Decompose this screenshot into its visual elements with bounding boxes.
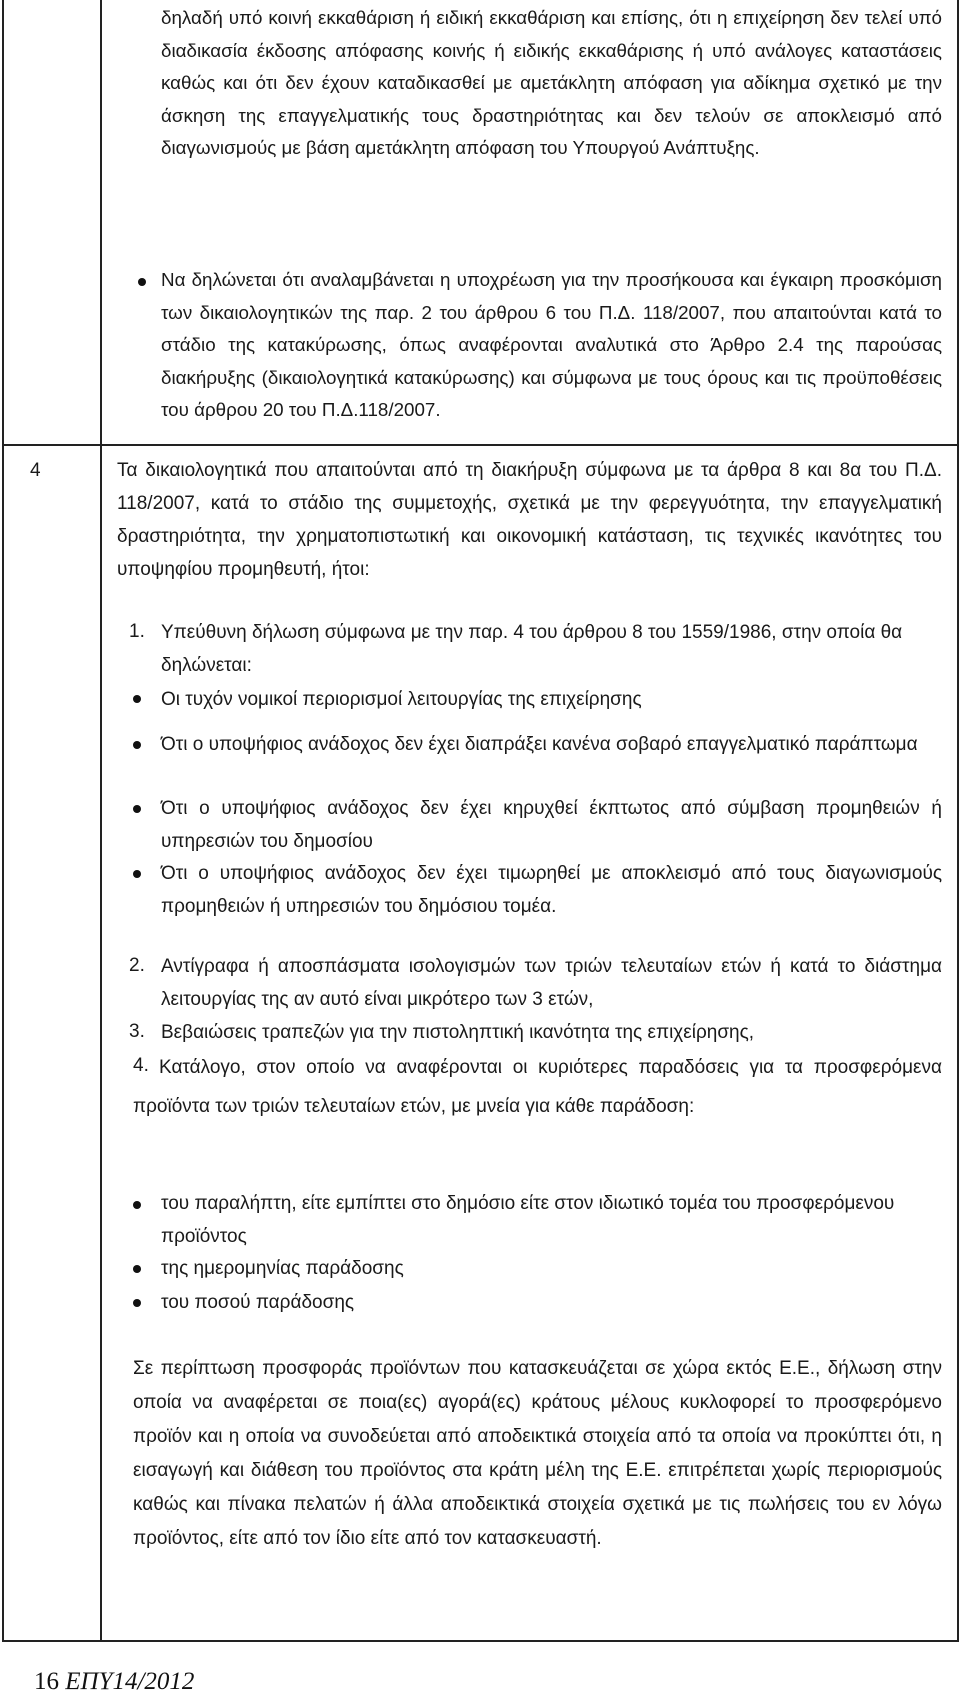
item3-number: 3.	[129, 1021, 145, 1042]
bullet-marker	[133, 1299, 141, 1307]
item1-bullet-2: Ότι ο υποψήφιος ανάδοχος δεν έχει διαπράξει κανένα σοβαρό επαγγελματικό παράπτωμα	[161, 734, 918, 755]
bullet-marker	[133, 695, 141, 703]
table-bottom-border	[2, 1640, 959, 1642]
bullet-marker	[133, 805, 141, 813]
item1-bullet-4: Ότι ο υποψήφιος ανάδοχος δεν έχει τιμωρηθεί με αποκλεισμό από τους διαγωνισμούς προμηθειών ή υπηρεσιών του δημόσιου τομέα.	[161, 863, 942, 917]
row4-number: 4	[30, 460, 41, 481]
document-code: ΕΠΥ14/2012	[65, 1668, 195, 1695]
item2-number: 2.	[129, 955, 145, 976]
table-right-border	[957, 0, 959, 1641]
item4-bullet-3: του ποσού παράδοσης	[161, 1292, 355, 1313]
item4-bullet-1: του παραλήπτη, είτε εμπίπτει στο δημόσιο είτε στον ιδιωτικό τομέα του προσφερόμενου προϊόντος	[161, 1193, 895, 1247]
item3-text: Βεβαιώσεις τραπεζών για την πιστοληπτική ικανότητα της επιχείρησης,	[161, 1022, 755, 1043]
item4-text: Κατάλογο, στον οποίο να αναφέρονται οι κυριότερες παραδόσεις για τα προσφερόμενα προϊόντα των τριών τελευταίων ετών, με μνεία για κάθε παράδοση:	[133, 1057, 942, 1117]
item1-bullet-1: Οι τυχόν νομικοί περιορισμοί λειτουργίας της επιχείρησης	[161, 689, 642, 710]
item4-number: 4.	[133, 1055, 149, 1076]
item2-text: Αντίγραφα ή αποσπάσματα ισολογισμών των τριών τελευταίων ετών ή κατά το διάστημα λειτουργίας της αν αυτό είναι μικρότερο των 3 ετών,	[161, 956, 942, 1010]
bullet-marker	[133, 870, 141, 878]
row3-continuation-text: δηλαδή υπό κοινή εκκαθάριση ή ειδική εκκαθάριση και επίσης, ότι η επιχείρηση δεν τελεί υπό διαδικασία έκδοσης απόφασης κοινής ή ειδικής εκκαθάρισης ή υπό ανάλογες καταστάσεις καθώς και ότι δεν έχουν καταδικασθεί με αμετάκλητη απόφαση για αδίκημα σχετικό με την άσκηση της επαγγελματικής τους δραστηριότητας και δεν τελούν σε αποκλεισμό από διαγωνισμούς με βάση αμετάκλητη απόφαση του Υπουργού Ανάπτυξης.	[161, 7, 942, 158]
item1-number: 1.	[129, 621, 145, 642]
bullet-marker	[133, 741, 141, 749]
row-divider	[2, 444, 959, 446]
page-footer	[34, 1668, 194, 1696]
table-column-divider	[100, 0, 102, 1641]
table-left-border	[2, 0, 4, 1641]
bullet-marker	[133, 1201, 141, 1209]
bullet-marker	[133, 1265, 141, 1273]
item4-bullet-2: της ημερομηνίας παράδοσης	[161, 1258, 404, 1279]
item1-text: Υπεύθυνη δήλωση σύμφωνα με την παρ. 4 του άρθρου 8 του 1559/1986, στην οποία θα δηλώνεται:	[161, 622, 903, 676]
item1-bullet-3: Ότι ο υποψήφιος ανάδοχος δεν έχει κηρυχθεί έκπτωτος από σύμβαση προμηθειών ή υπηρεσιών του δημοσίου	[161, 798, 942, 852]
row4-intro-text: Τα δικαιολογητικά που απαιτούνται από τη διακήρυξη σύμφωνα με τα άρθρα 8 και 8α του Π.Δ. 118/2007, κατά το στάδιο της συμμετοχής, σχετικά με την φερεγγυότητα, την επαγγελματική δραστηριότητα, την χρηματοπιστωτική και οικονομική κατάσταση, τις τεχνικές ικανότητες του υποψηφίου προμηθευτή, ήτοι:	[117, 460, 942, 580]
page-number: 16	[34, 1668, 59, 1695]
row3-bullet-text: Να δηλώνεται ότι αναλαμβάνεται η υποχρέωση για την προσήκουσα και έγκαιρη προσκόμιση των δικαιολογητικών της παρ. 2 του άρθρου 6 του Π.Δ. 118/2007, που απαιτούνται κατά το στάδιο της κατακύρωσης, όπως αναφέρονται αναλυτικά στο Άρθρο 2.4 της παρούσας διακήρυξης (δικαιολογητικά κατακύρωσης) και σύμφωνα με τους όρους και τις προϋποθέσεις του άρθρου 20 του Π.Δ.118/2007.	[161, 269, 942, 420]
bullet-marker	[138, 278, 146, 286]
row4-closing-text: Σε περίπτωση προσφοράς προϊόντων που κατασκευάζεται σε χώρα εκτός Ε.Ε., δήλωση στην οποία να αναφέρεται σε ποια(ες) αγορά(ες) κράτους μέλους κυκλοφορεί το προσφερόμενο προϊόν και η οποία να συνοδεύεται από αποδεικτικά στοιχεία από τα οποία να προκύπτει ότι, η εισαγωγή και διάθεση του προϊόντος στα κράτη μέλη της Ε.Ε. επιτρέπεται χωρίς περιορισμούς καθώς και πίνακα πελατών ή άλλα αποδεικτικά στοιχεία σχετικά με τις πωλήσεις του εν λόγω προϊόντος, είτε από τον ίδιο είτε από τον κατασκευαστή.	[133, 1358, 942, 1549]
